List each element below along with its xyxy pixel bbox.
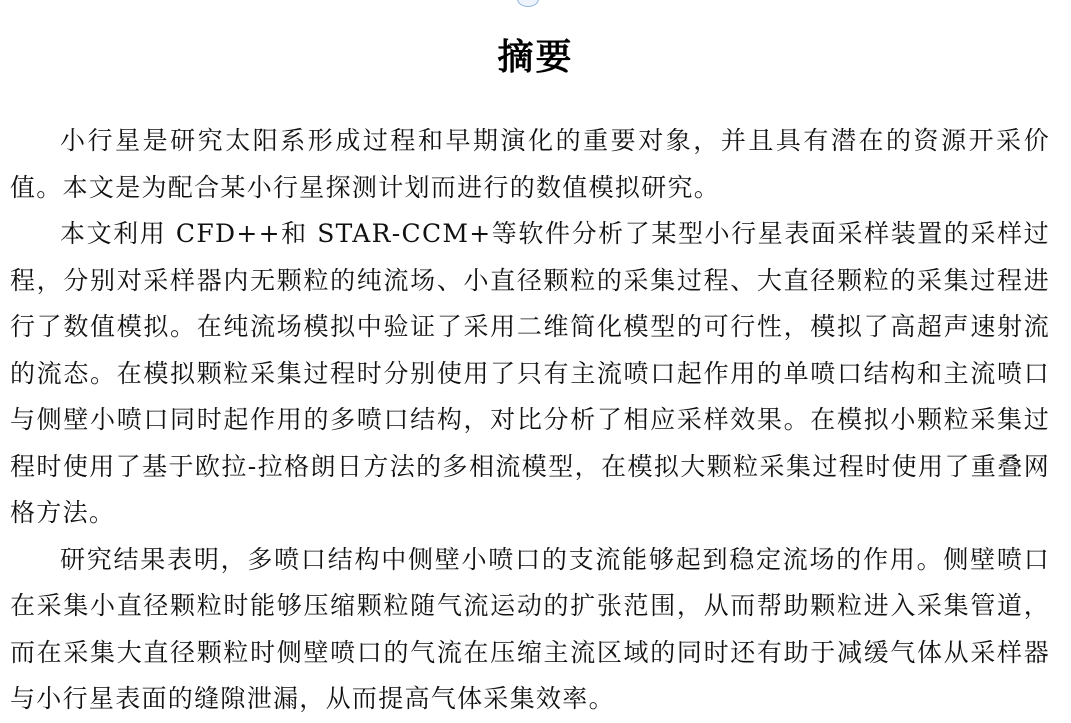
abstract-paragraph-3: 研究结果表明，多喷口结构中侧壁小喷口的支流能够起到稳定流场的作用。侧壁喷口在采集小直径颗粒时能够压缩颗粒随气流运动的扩张范围，从而帮助颗粒进入采集管道，而在采集大直径颗粒时侧壁喷口的气流在压缩主流区域的同时还有助于减缓气体从采样器与小行星表面的缝隙泄漏，从而提高气体采集效率。 — [10, 544, 1050, 713]
abstract-title: 摘要 — [497, 37, 574, 79]
abstract-paragraph-2: 本文利用 CFD++和 STAR-CCM+等软件分析了某型小行星表面采样装置的采样过程，分别对采样器内无颗粒的纯流场、小直径颗粒的采集过程、大直径颗粒的采集过程进行了数值模拟。在纯流场模拟中验证了采用二维简化模型的可行性，模拟了高超声速射流的流态。在模拟颗粒采集过程时分别使用了只有主流喷口起作用的单喷口结构和主流喷口与侧壁小喷口同时起作用的多喷口结构，对比分析了相应采样效果。在模拟小颗粒采集过程时使用了基于欧拉-拉格朗日方法的多相流模型，在模拟大颗粒采集过程时使用了重叠网格方法。 — [10, 219, 1050, 527]
top-decoration — [517, 0, 539, 7]
abstract-paragraph-1: 小行星是研究太阳系形成过程和早期演化的重要对象，并且具有潜在的资源开采价值。本文是为配合某小行星探测计划而进行的数值模拟研究。 — [10, 126, 1050, 202]
abstract-body — [10, 118, 1050, 723]
